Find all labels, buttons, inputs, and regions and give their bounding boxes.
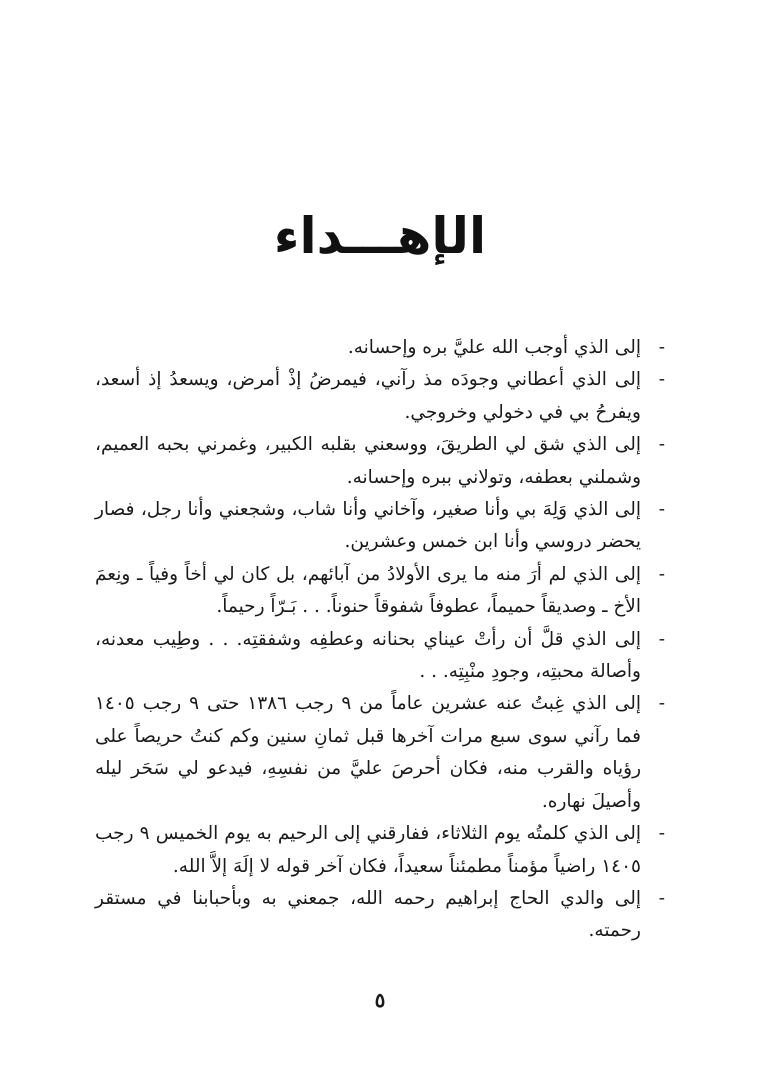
dedication-text: إلى الذي لم أرَ منه ما يرى الأولادُ من آبائهم، بل كان لي أخاً وفياً ـ ونِعمَ الأخ ـ وصديقاً حميماً، عطوفاً شفوقاً حنوناً. . . بَـرّاً رحيماً. <box>95 563 641 618</box>
dash-marker: - <box>658 823 665 845</box>
dedication-item <box>95 624 665 689</box>
page-title: الإهـــداء <box>273 207 487 265</box>
dedication-item <box>95 494 665 559</box>
dash-marker: - <box>658 369 665 391</box>
dedication-text: إلى الذي أعطاني وجودَه مذ رآني، فيمرضُ إذْ أمرض، ويسعدُ إذ أسعد، ويفرحُ بي في دخولي وخروجي. <box>95 369 641 423</box>
dash-marker: - <box>658 628 665 650</box>
dedication-text: إلى الذي أوجب الله عليَّ بره وإحسانه. <box>347 337 641 358</box>
dedication-text: إلى الذي كلمتُه يوم الثلاثاء، ففارقني إلى الرحيم به يوم الخميس ٩ رجب ١٤٠٥ راضياً مؤمناً مطمئناً سعيداً، فكان آخر قوله لا إلَهَ إلاَّ الله. <box>95 823 642 877</box>
dedication-text: إلى الذي قلَّ أن رأتْ عيناي بحنانه وعطفِه وشفقتِه. . . وطِيب معدنه، وأصالة محبتِه، وجودِ منْبِتِه. . . <box>95 628 641 683</box>
dedication-item <box>95 883 665 948</box>
dedication-item <box>95 559 665 624</box>
dedication-item <box>95 818 665 883</box>
page-number: ٥ <box>374 988 386 1012</box>
dedication-item <box>95 429 665 494</box>
dedication-text: إلى الذي وَلِهَ بي وأنا صغير، وآخاني وأنا شاب، وشجعني وأنا رجل، فصار يحضر دروسي وأنا ابن خمس وعشرين. <box>95 499 641 553</box>
dedication-item <box>95 688 665 818</box>
dash-marker: - <box>658 337 665 358</box>
dedication-text: إلى والدي الحاج إبراهيم رحمه الله، جمعني به وبأحبابنا في مستقر رحمته. <box>95 887 641 942</box>
dash-marker: - <box>658 563 665 585</box>
dedication-text: إلى الذي غِبتُ عنه عشرين عاماً من ٩ رجب ١٣٨٦ حتى ٩ رجب ١٤٠٥ فما رآني سوى سبع مرات آخرها قبل ثمانِ سنين وكم كنتُ حريصاً على رؤياه والقرب منه، فكان أحرصَ عليَّ من نفسِهِ، فيدعو لي سَحَر ليله وأصيلَ نهاره. <box>95 693 642 812</box>
dash-marker: - <box>658 499 665 521</box>
dedication-text: إلى الذي شق لي الطريقَ، ووسعني بقلبه الكبير، وغمرني بحبه العميم، وشملني بعطفه، وتولاني ببره وإحسانه. <box>95 434 641 488</box>
dash-marker: - <box>658 887 665 909</box>
dedication-item <box>95 332 665 364</box>
dedication-item <box>95 364 665 429</box>
dash-marker: - <box>658 693 665 715</box>
dash-marker: - <box>658 434 665 456</box>
dedication-list <box>95 332 665 948</box>
